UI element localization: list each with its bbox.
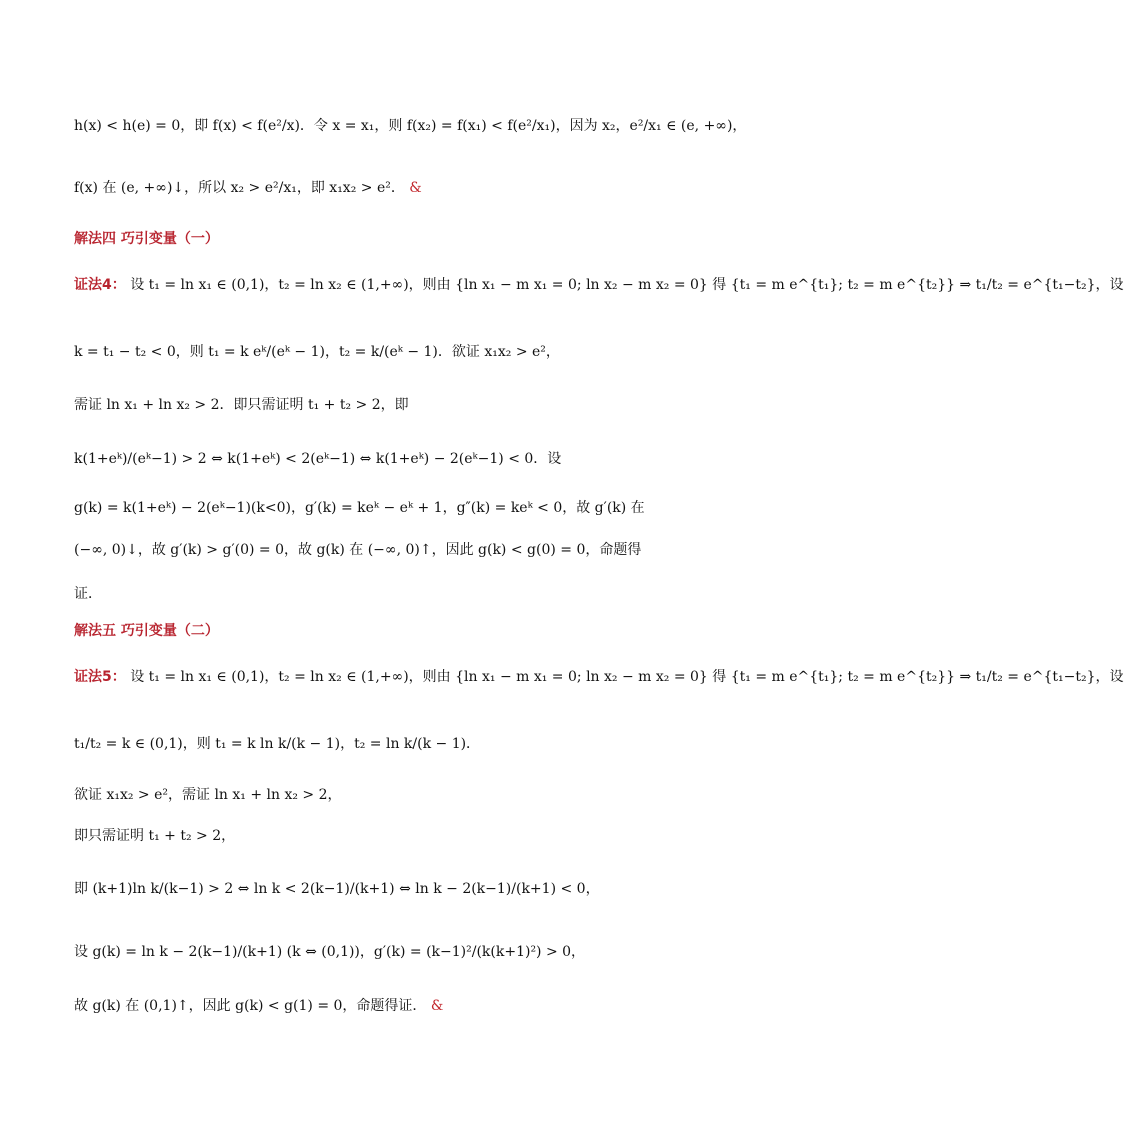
proof5-line-7 bbox=[74, 996, 443, 1016]
ampersand-mark-2: & bbox=[430, 998, 444, 1014]
proof4-line-4 bbox=[74, 449, 561, 469]
proof5-l6-text: 设 g(k) = ln k − 2(k−1)/(k+1) (k ⇔ (0,1))，g′(k) = (k−1)²/(k(k+1)²) > 0， bbox=[74, 944, 586, 960]
proof5-line-1 bbox=[74, 667, 1124, 687]
proof4-l7-text: 证． bbox=[74, 586, 102, 602]
proof5-l3-text: 欲证 x₁x₂ > e²，需证 ln x₁ + ln x₂ > 2， bbox=[74, 787, 342, 803]
text-line-2 bbox=[74, 178, 422, 198]
proof5-l2-text: t₁/t₂ = k ∈ (0,1)，则 t₁ = k ln k/(k − 1)，t₂ = ln k/(k − 1)． bbox=[74, 736, 481, 752]
proof4-l4-text: k(1+eᵏ)/(eᵏ−1) > 2 ⇔ k(1+eᵏ) < 2(eᵏ−1) ⇔ k(1+eᵏ) − 2(eᵏ−1) < 0．设 bbox=[74, 451, 562, 467]
heading-method-4 bbox=[74, 229, 219, 249]
heading-method-5 bbox=[74, 621, 219, 641]
proof4-l3-text: 需证 ln x₁ + ln x₂ > 2．即只需证明 t₁ + t₂ > 2，即 bbox=[74, 397, 409, 413]
proof5-line-3 bbox=[74, 785, 342, 805]
proof5-line-4 bbox=[74, 826, 235, 846]
heading5-text: 解法五 巧引变量（二） bbox=[74, 623, 219, 639]
line2-text: f(x) 在 (e, +∞)↓，所以 x₂ > e²/x₁，即 x₁x₂ > e²． bbox=[74, 180, 405, 196]
proof5-line-5 bbox=[74, 879, 600, 899]
text-line-1 bbox=[74, 116, 746, 136]
proof4-label: 证法4： bbox=[74, 277, 126, 293]
line1-text: h(x) < h(e) = 0，即 f(x) < f(e²/x)．令 x = x₁，则 f(x₂) = f(x₁) < f(e²/x₁)，因为 x₂，e²/x₁ ∈ (e, +∞)， bbox=[74, 118, 747, 134]
proof4-line-7 bbox=[74, 584, 102, 604]
proof4-l6-text: (−∞, 0)↓，故 g′(k) > g′(0) = 0，故 g(k) 在 (−∞, 0)↑，因此 g(k) < g(0) = 0，命题得 bbox=[74, 542, 642, 558]
proof4-line-1 bbox=[74, 275, 1124, 295]
proof5-label: 证法5： bbox=[74, 669, 126, 685]
proof5-l1-text: 设 t₁ = ln x₁ ∈ (0,1)，t₂ = ln x₂ ∈ (1,+∞)，则由 {ln x₁ − m x₁ = 0; ln x₂ − m x₂ = 0} 得 {t₁ = m e^{t₁}; t₂ = m e^{t₂}} ⇒ t₁/t₂ = e^{t₁−t₂}，设 bbox=[130, 669, 1124, 685]
proof5-l4-text: 即只需证明 t₁ + t₂ > 2， bbox=[74, 828, 236, 844]
proof4-line-5 bbox=[74, 498, 645, 518]
ampersand-mark: & bbox=[409, 180, 422, 196]
proof4-line-3 bbox=[74, 395, 409, 415]
heading4-text: 解法四 巧引变量（一） bbox=[74, 231, 219, 247]
proof4-l1-text: 设 t₁ = ln x₁ ∈ (0,1)，t₂ = ln x₂ ∈ (1,+∞)，则由 {ln x₁ − m x₁ = 0; ln x₂ − m x₂ = 0} 得 {t₁ = m e^{t₁}; t₂ = m e^{t₂}} ⇒ t₁/t₂ = e^{t₁−t₂}，设 bbox=[130, 277, 1124, 293]
proof5-l5-text: 即 (k+1)ln k/(k−1) > 2 ⇔ ln k < 2(k−1)/(k+1) ⇔ ln k − 2(k−1)/(k+1) < 0， bbox=[74, 881, 600, 897]
proof5-l7-text: 故 g(k) 在 (0,1)↑，因此 g(k) < g(1) = 0，命题得证． bbox=[74, 998, 427, 1014]
proof5-line-6 bbox=[74, 942, 585, 962]
proof4-l5-text: g(k) = k(1+eᵏ) − 2(eᵏ−1)(k<0)，g′(k) = keᵏ − eᵏ + 1，g″(k) = keᵏ < 0，故 g′(k) 在 bbox=[74, 500, 645, 516]
proof4-line-2 bbox=[74, 342, 560, 362]
proof4-l2-text: k = t₁ − t₂ < 0，则 t₁ = k eᵏ/(eᵏ − 1)，t₂ = k/(eᵏ − 1)．欲证 x₁x₂ > e²， bbox=[74, 344, 560, 360]
proof4-line-6 bbox=[74, 540, 641, 560]
proof5-line-2 bbox=[74, 734, 480, 754]
